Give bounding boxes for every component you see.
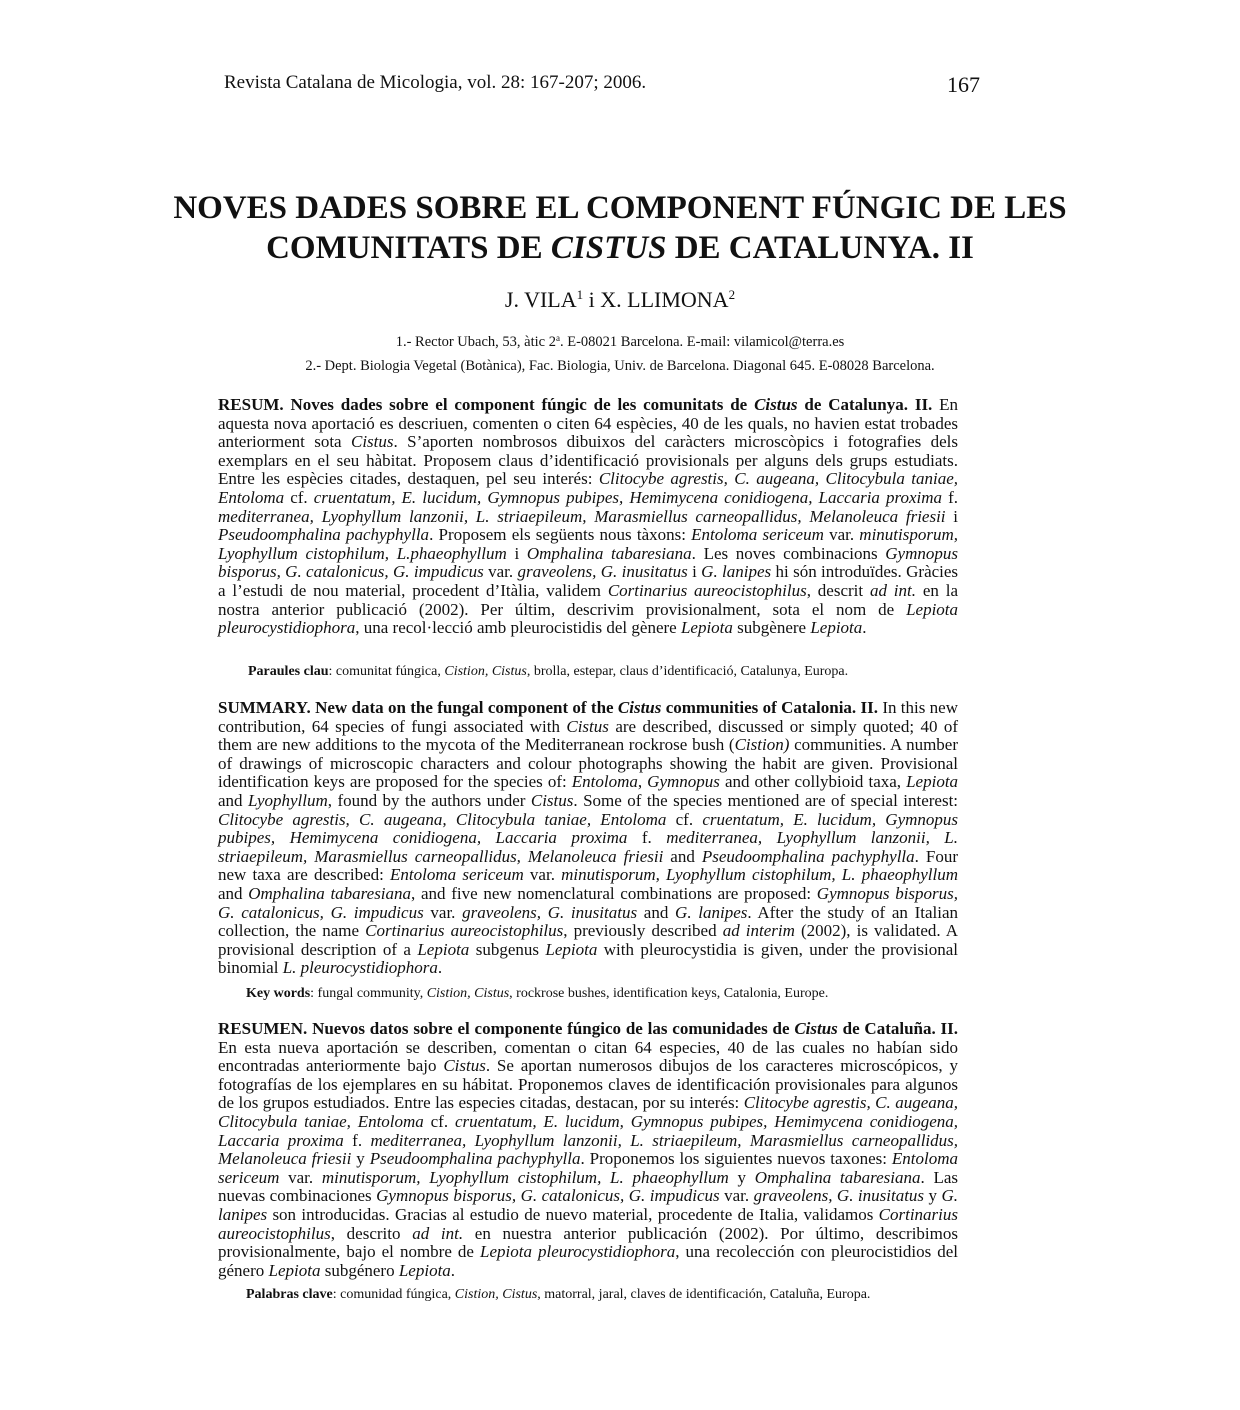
page-number: 167 — [947, 72, 980, 97]
author-affil-marker: 1 — [576, 287, 584, 302]
abstract-heading: Nuevos datos sobre el componente fúngico de las comunidades de — [312, 1019, 790, 1038]
abstract-english: SUMMARY. New data on the fungal component of the Cistus communities of Catalonia. II. In this new contribution, 64 species of fungi associated with Cistus are described, discussed or simply quoted; 40 of them are new additions to the mycota of the Mediterranean rockrose bush (Cistion) communities. A number of drawings of microscopic characters and colour photographs showing the habit are given. Provisional identification keys are proposed for the species of: Entoloma, Gymnopus and other collybioid taxa, Lepiota and Lyophyllum, found by the authors under Cistus. Some of the species mentioned are of special interest: Clitocybe agrestis, C. augeana, Clitocybula taniae, Entoloma cf. cruentatum, E. lucidum, Gymnopus pubipes, Hemimycena conidiogena, Laccaria proxima f. mediterranea, Lyophyllum lanzonii, L. striaepileum, Marasmiellus carneopallidus, Melanoleuca friesii and Pseudoomphalina pachyphylla. Four new taxa are described: Entoloma sericeum var. minutisporum, Lyophyllum cistophilum, L. phaeophyllum and Omphalina tabaresiana, and five new nomenclatural combinations are proposed: Gymnopus bisporus, G. catalonicus, G. impudicus var. graveolens, G. inusitatus and G. lanipes. After the study of an Italian collection, the name Cortinarius aureocistophilus, previously described ad interim (2002), is validated. A provisional description of a Lepiota subgenus Lepiota with pleurocystidia is given, under the provisional binomial L. pleurocystidiophora. — [218, 698, 959, 978]
title-line-1: NOVES DADES SOBRE EL COMPONENT FÚNGIC DE LES — [173, 190, 1067, 226]
author-list: J. VILA$^1$ i X. LLIMONA$^2$ — [504, 287, 736, 312]
keywords-spanish: Palabras clave: comunidad fúngica, Cistion, Cistus, matorral, jaral, claves de identificación, Cataluña, Europa. — [246, 1287, 871, 1302]
journal-reference: Revista Catalana de Micologia, vol. 28: 167-207; 2006. — [224, 72, 647, 93]
author-affil-marker: 2 — [728, 287, 736, 302]
affiliation-2: 2.- Dept. Biologia Vegetal (Botànica), Fac. Biologia, Univ. de Barcelona. Diagonal 645. E-08028 Barcelona. — [305, 358, 935, 374]
affiliation-1: 1.- Rector Ubach, 53, àtic 2$^a$. E-08021 Barcelona. E-mail: vilamicol@terra.es — [395, 333, 845, 350]
abstract-heading: Noves dades sobre el component fúngic de les comunitats de — [290, 395, 748, 414]
keywords-english: Key words: fungal community, Cistion, Cistus, rockrose bushes, identification keys, Catalonia, Europe. — [246, 986, 829, 1001]
abstract-spanish: RESUMEN. Nuevos datos sobre el componente fúngico de las comunidades de Cistus de Cataluña. II. En esta nueva aportación se describen, comentan o citan 64 especies, 40 de las cuales no habían sido encontradas anteriormente bajo Cistus. Se aportan numerosos dibujos de los caracteres microscópicos, y fotografías de los ejemplares en su hábitat. Proponemos claves de identificación provisionales para algunos de los grupos estudiados. Entre las especies citadas, destacan, por su interés: Clitocybe agrestis, C. augeana, Clitocybula taniae, Entoloma cf. cruentatum, E. lucidum, Gymnopus pubipes, Hemimycena conidiogena, Laccaria proxima f. mediterranea, Lyophyllum lanzonii, L. striaepileum, Marasmiellus carneopallidus, Melanoleuca friesii y Pseudoomphalina pachyphylla. Proponemos los siguientes nuevos taxones: Entoloma sericeum var. minutisporum, Lyophyllum cistophilum, L. phaeophyllum y Omphalina tabaresiana. Las nuevas combinaciones Gymnopus bisporus, G. catalonicus, G. impudicus var. graveolens, G. inusitatus y G. lanipes son introducidas. Gracias al estudio de nuevo material, procedente de Italia, validamos Cortinarius aureocistophilus, descrito ad int. en nuestra anterior publicación (2002). Por último, describimos provisionalmente, bajo el nombre de Lepiota pleurocystidiophora, una recolección con pleurocistidios del género Lepiota subgénero Lepiota. — [218, 1019, 959, 1280]
abstract-label: RESUM. — [218, 395, 284, 414]
article-title — [170, 188, 1070, 268]
abstract-catalan: RESUM. Noves dades sobre el component fúngic de les comunitats de Cistus de Catalunya. II. En aquesta nova aportació es descriuen, comenten o citen 64 espècies, 40 de les quals, no havien estat trobades anteriorment sota Cistus. S’aporten nombrosos dibuixos del caràcters microscòpics i fotografies dels exemplars en el seu hàbitat. Proposem claus d’identificació provisionals per alguns dels grups estudiats. Entre les espècies citades, destaquen, pel seu interés: Clitocybe agrestis, C. augeana, Clitocybula taniae, Entoloma cf. cruentatum, E. lucidum, Gymnopus pubipes, Hemimycena conidiogena, Laccaria proxima f. mediterranea, Lyophyllum lanzonii, L. striaepileum, Marasmiellus carneopallidus, Melanoleuca friesii i Pseudoomphalina pachyphylla. Proposem els següents nous tàxons: Entoloma sericeum var. minutisporum, Lyophyllum cistophilum, L.phaeophyllum i Omphalina tabaresiana. Les noves combinacions Gymnopus bisporus, G. catalonicus, G. impudicus var. graveolens, G. inusitatus i G. lanipes hi són introduïdes. Gràcies a l’estudi de nou material, procedent d’Itàlia, validem Cortinarius aureocistophilus, descrit ad int. en la nostra anterior publicació (2002). Per últim, descrivim provisionalment, sota el nom de Lepiota pleurocystidiophora, una recol·lecció amb pleurocistidis del gènere Lepiota subgènere Lepiota. — [218, 395, 959, 638]
running-header — [224, 72, 980, 100]
abstract-heading: New data on the fungal component of the — [315, 698, 614, 717]
abstract-label: RESUMEN. — [218, 1019, 308, 1038]
keywords-catalan: Paraules clau: comunitat fúngica, Cistion, Cistus, brolla, estepar, claus d’identificació, Catalunya, Europa. — [248, 664, 849, 679]
author-name: J. VILA — [504, 287, 577, 312]
abstract-label: SUMMARY. — [218, 698, 311, 717]
title-line-2: COMUNITATS DE CISTUS DE CATALUNYA. II — [266, 230, 974, 266]
author-name: X. LLIMONA — [600, 287, 729, 312]
